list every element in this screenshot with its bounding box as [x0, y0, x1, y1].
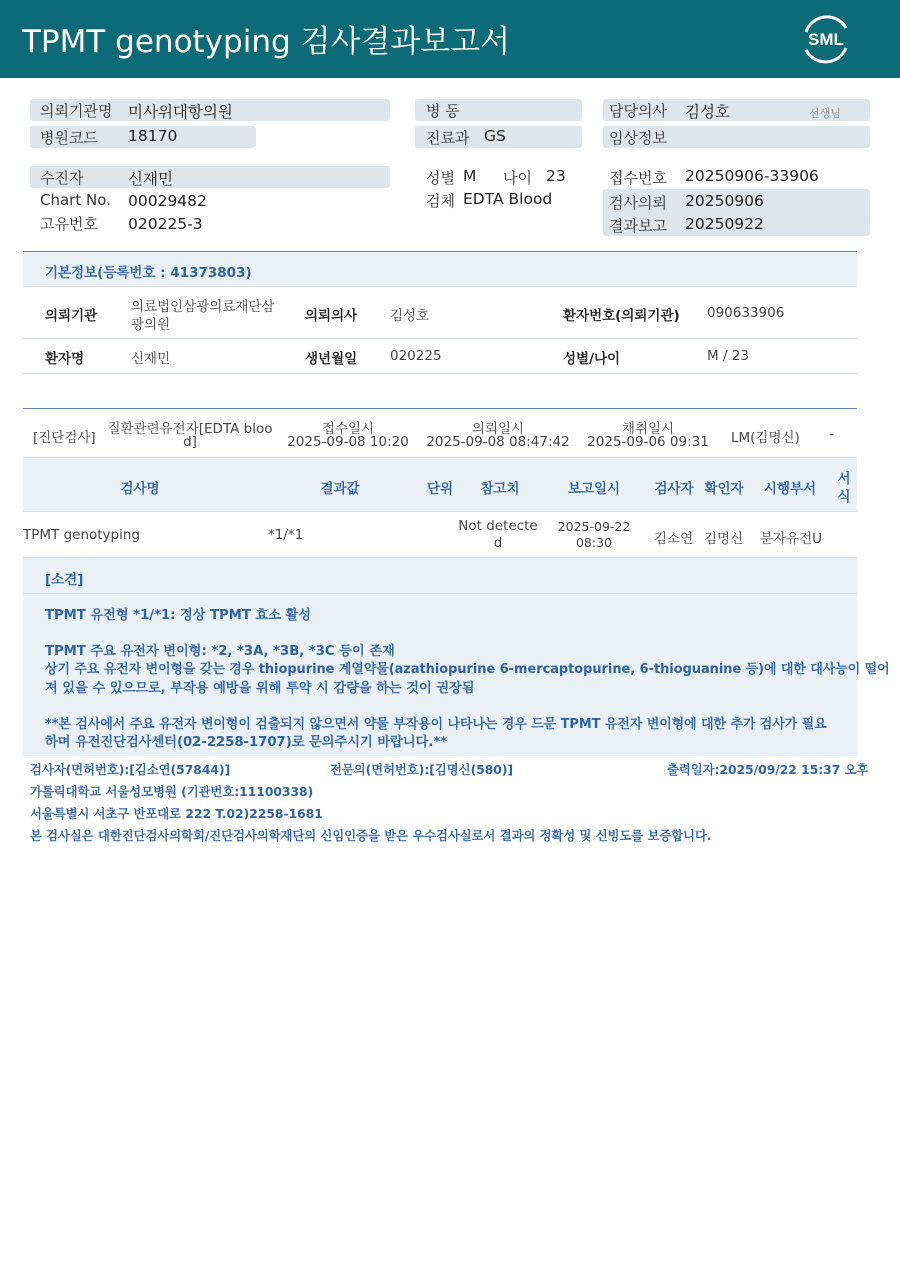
footer-tester: 검사자(면허번호):[김소연(57844)]	[30, 763, 231, 777]
sex-value: M	[463, 167, 477, 185]
unique-no-value: 020225-3	[128, 215, 203, 233]
hospital-code-label: 병원코드	[40, 129, 98, 147]
finding-line: 상기 주요 유전자 변이형을 갖는 경우 thiopurine 계열약물(azathiopurine 6-mercaptopurine, 6-thioguanine 등)에 대한 대사능이 떨어	[45, 662, 890, 677]
diag-col-label: 채취일시	[621, 421, 675, 437]
recipient-row-bg	[30, 166, 390, 188]
divider	[23, 408, 857, 409]
col-dept: 시행부서	[763, 481, 817, 497]
doctor-value: 김성호	[685, 103, 730, 121]
finding-line: **본 검사에서 주요 유전자 변이형이 검출되지 않으면서 약물 부작용이 나타나는 경우 드문 TPMT 유전자 변이형에 대한 추가 검사가 필요	[45, 717, 827, 732]
col-unit: 단위	[426, 481, 454, 497]
diag-lab: LM(김명신)	[731, 430, 800, 446]
finding-line: TPMT 유전형 *1/*1: 정상 TPMT 효소 활성	[45, 608, 311, 623]
basic-sexage-label: 성별/나이	[563, 351, 621, 367]
row-result: *1/*1	[268, 527, 304, 543]
diag-recv-label: 접수일시	[321, 421, 375, 437]
row-ref-2: d	[493, 535, 503, 551]
col-result: 결과값	[320, 481, 360, 497]
finding-line: 져 있을 수 있으므로, 부작용 예방을 위해 투약 시 감량을 하는 것이 권장됨	[45, 681, 475, 696]
diag-type: [진단검사]	[33, 430, 96, 446]
diag-test-2: d]	[183, 434, 197, 450]
col-form-1: 서	[837, 471, 851, 487]
doctor-suffix: 선생님	[809, 107, 841, 120]
dept-value: GS	[484, 127, 506, 145]
report-title: TPMT genotyping 검사결과보고서	[22, 24, 511, 60]
dept-label: 진료과	[426, 129, 470, 147]
findings-section	[23, 558, 890, 756]
divider	[23, 511, 857, 512]
ward-label: 병 동	[426, 102, 460, 120]
divider	[23, 373, 857, 374]
footer-hospital: 가톨릭대학교 서울성모병원 (기관번호:11100338)	[30, 785, 314, 799]
basic-doc-label: 의뢰의사	[305, 308, 358, 324]
basic-sexage-value: M / 23	[707, 348, 749, 364]
unique-no-label: 고유번호	[40, 215, 98, 233]
basic-info-title: 기본정보(등록번호 : 41373803)	[45, 265, 252, 281]
age-label: 나이	[503, 169, 532, 187]
findings-header	[23, 558, 857, 594]
finding-line: 하며 유전진단검사센터(02-2258-1707)로 문의주시기 바랍니다.**	[45, 735, 448, 750]
sml-logo-icon	[798, 12, 854, 66]
recipient-value: 신재민	[128, 170, 173, 188]
footer-printed: 출력일자:2025/09/22 15:37 오후	[667, 763, 869, 777]
svg-text:SML: SML	[808, 30, 844, 49]
row-dept: 분자유전U	[760, 531, 823, 547]
basic-name-value: 신재민	[131, 351, 171, 367]
hospital-code-value: 18170	[128, 127, 178, 145]
age-value: 23	[546, 167, 566, 185]
row-tester: 김소연	[654, 531, 694, 547]
findings-title: [소견]	[45, 572, 84, 588]
diag-col-value: 2025-09-06 09:31	[587, 434, 709, 450]
row-date-2: 08:30	[575, 535, 613, 550]
chart-no-value: 00029482	[128, 192, 207, 210]
divider	[23, 286, 857, 287]
basic-doc-value: 김성호	[390, 308, 430, 324]
col-confirmer: 확인자	[704, 481, 744, 497]
basic-dob-label: 생년월일	[305, 351, 358, 367]
specimen-value: EDTA Blood	[463, 190, 553, 208]
col-tester: 검사자	[654, 481, 694, 497]
col-test-name: 검사명	[120, 481, 160, 497]
basic-inst-value-1: 의료법인삼광의료재단삼	[131, 299, 275, 315]
chart-no-label: Chart No.	[40, 191, 111, 209]
institution-label: 의뢰기관명	[40, 102, 113, 120]
footer-cert: 본 검사실은 대한진단검사의학회/진단검사의학재단의 신임인증을 받은 우수검사실로서 결과의 정확성 및 신빙도를 보증합니다.	[30, 829, 712, 843]
report-value: 20250922	[685, 215, 764, 233]
footer-address: 서울특별시 서초구 반포대로 222 T.02)2258-1681	[30, 807, 323, 821]
basic-inst-value-2: 광의원	[131, 317, 171, 333]
basic-name-label: 환자명	[45, 351, 85, 367]
diag-recv-value: 2025-09-08 10:20	[287, 434, 409, 450]
diag-dash: -	[829, 426, 834, 442]
basic-pid-label: 환자번호(의뢰기관)	[563, 308, 680, 324]
request-value: 20250906	[685, 192, 764, 210]
row-confirmer: 김명신	[704, 531, 744, 547]
report-header	[0, 0, 900, 78]
divider	[23, 338, 857, 339]
col-report-date: 보고일시	[567, 481, 621, 497]
row-test-name: TPMT genotyping	[23, 527, 140, 543]
col-form-2: 식	[837, 489, 851, 505]
report-label: 결과보고	[609, 217, 667, 235]
basic-pid-value: 090633906	[707, 305, 785, 321]
basic-dob-value: 020225	[390, 348, 442, 364]
receipt-label: 접수번호	[609, 169, 667, 187]
clinical-label: 임상정보	[609, 129, 667, 147]
specimen-label: 검체	[426, 192, 455, 210]
institution-value: 미사위대항의원	[128, 103, 233, 121]
row-ref-1: Not detecte	[458, 518, 538, 534]
recipient-label: 수진자	[40, 169, 84, 187]
request-label: 검사의뢰	[609, 194, 667, 212]
basic-inst-label: 의뢰기관	[45, 308, 98, 324]
footer-specialist: 전문의(면허번호):[김명신(580)]	[330, 763, 514, 777]
finding-line: TPMT 주요 유전자 변이형: *2, *3A, *3B, *3C 등이 존재	[45, 644, 395, 659]
diag-test-1: 질환관련유전자[EDTA bloo	[107, 421, 273, 437]
row-date-1: 2025-09-22	[557, 519, 631, 534]
col-ref: 참고치	[480, 481, 520, 497]
diag-req-label: 의뢰일시	[471, 421, 525, 437]
receipt-value: 20250906-33906	[685, 167, 819, 185]
diag-req-value: 2025-09-08 08:47:42	[426, 434, 570, 450]
doctor-label: 담당의사	[609, 102, 667, 120]
sex-label: 성별	[426, 169, 455, 187]
